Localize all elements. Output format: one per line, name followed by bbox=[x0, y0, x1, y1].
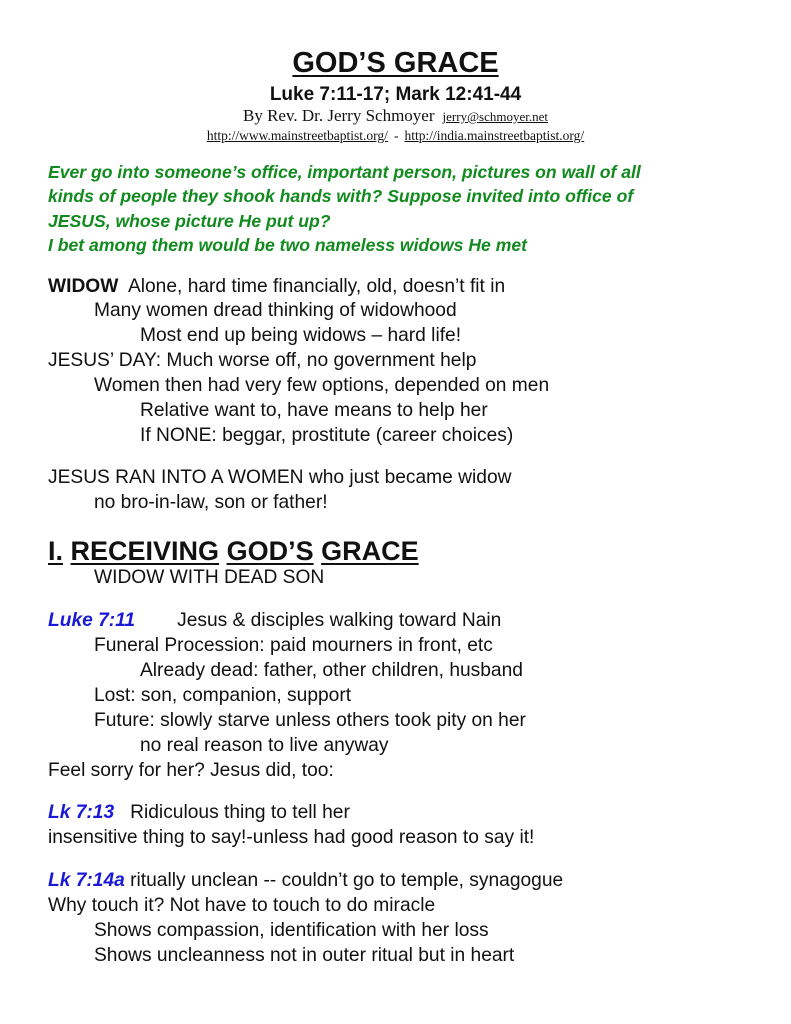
section-numeral: I. bbox=[48, 536, 64, 566]
text-line: insensitive thing to say!-unless had good reason to say it! bbox=[48, 827, 535, 848]
text-line: no bro-in-law, son or father! bbox=[94, 492, 328, 513]
scripture-ref: Lk 7:14a bbox=[48, 870, 125, 891]
lk714a-line bbox=[48, 869, 563, 893]
heading-word: GOD’S bbox=[226, 536, 314, 566]
widow-text: Alone, hard time financially, old, doesn’t fit in bbox=[127, 276, 506, 297]
intro-line: JESUS, whose picture He put up? bbox=[48, 210, 331, 231]
text-line: If NONE: beggar, prostitute (career choices) bbox=[140, 425, 514, 446]
text-line: Future: slowly starve unless others took pity on her bbox=[94, 710, 526, 731]
heading-word: RECEIVING bbox=[70, 536, 220, 566]
link-separator: - bbox=[393, 128, 399, 143]
section-subtitle: WIDOW WITH DEAD SON bbox=[94, 567, 325, 588]
text-line: Relative want to, have means to help her bbox=[140, 400, 488, 421]
widow-label: WIDOW bbox=[48, 276, 119, 297]
byline bbox=[0, 106, 791, 127]
website-links bbox=[0, 127, 791, 144]
widow-line bbox=[48, 275, 505, 299]
page-title: GOD’S GRACE bbox=[292, 47, 499, 79]
intro-paragraph bbox=[48, 160, 768, 257]
text-line: Many women dread thinking of widowhood bbox=[94, 300, 457, 321]
text-line: Funeral Procession: paid mourners in front, etc bbox=[94, 635, 493, 656]
text: Ridiculous thing to tell her bbox=[130, 802, 350, 823]
scripture-ref: Lk 7:13 bbox=[48, 802, 115, 823]
text-line: Most end up being widows – hard life! bbox=[140, 325, 462, 346]
author-name: By Rev. Dr. Jerry Schmoyer bbox=[242, 106, 435, 125]
text-line: Lost: son, companion, support bbox=[94, 685, 352, 706]
text-line: Shows uncleanness not in outer ritual but in heart bbox=[94, 945, 515, 966]
text-line: JESUS’ DAY: Much worse off, no government help bbox=[48, 350, 477, 371]
text-line: Why touch it? Not have to touch to do miracle bbox=[48, 895, 436, 916]
text-line: Shows compassion, identification with her loss bbox=[94, 920, 489, 941]
text-line: JESUS RAN INTO A WOMEN who just became widow bbox=[48, 467, 512, 488]
lk713-line bbox=[48, 801, 350, 825]
text: Jesus & disciples walking toward Nain bbox=[177, 610, 502, 631]
intro-line: Ever go into someone’s office, important person, pictures on wall of all bbox=[48, 162, 641, 182]
intro-line: kinds of people they shook hands with? Suppose invited into office of bbox=[48, 186, 634, 207]
text-line: Women then had very few options, depended on men bbox=[94, 375, 550, 396]
mainstreet-link[interactable]: http://www.mainstreetbaptist.org/ bbox=[206, 128, 388, 143]
email-link[interactable]: jerry@schmoyer.net bbox=[442, 109, 548, 124]
text-line: Feel sorry for her? Jesus did, too: bbox=[48, 760, 334, 781]
text-line: no real reason to live anyway bbox=[140, 735, 389, 756]
intro-line: I bet among them would be two nameless widows He met bbox=[48, 234, 528, 255]
text: ritually unclean -- couldn’t go to temple, synagogue bbox=[130, 870, 564, 891]
scripture-references: Luke 7:11-17; Mark 12:41-44 bbox=[269, 84, 522, 105]
section-heading bbox=[48, 534, 419, 568]
heading-word: GRACE bbox=[321, 536, 419, 566]
luke711-line bbox=[48, 609, 501, 633]
scripture-ref: Luke 7:11 bbox=[48, 610, 136, 631]
text-line: Already dead: father, other children, husband bbox=[140, 660, 523, 681]
india-link[interactable]: http://india.mainstreetbaptist.org/ bbox=[404, 128, 585, 143]
